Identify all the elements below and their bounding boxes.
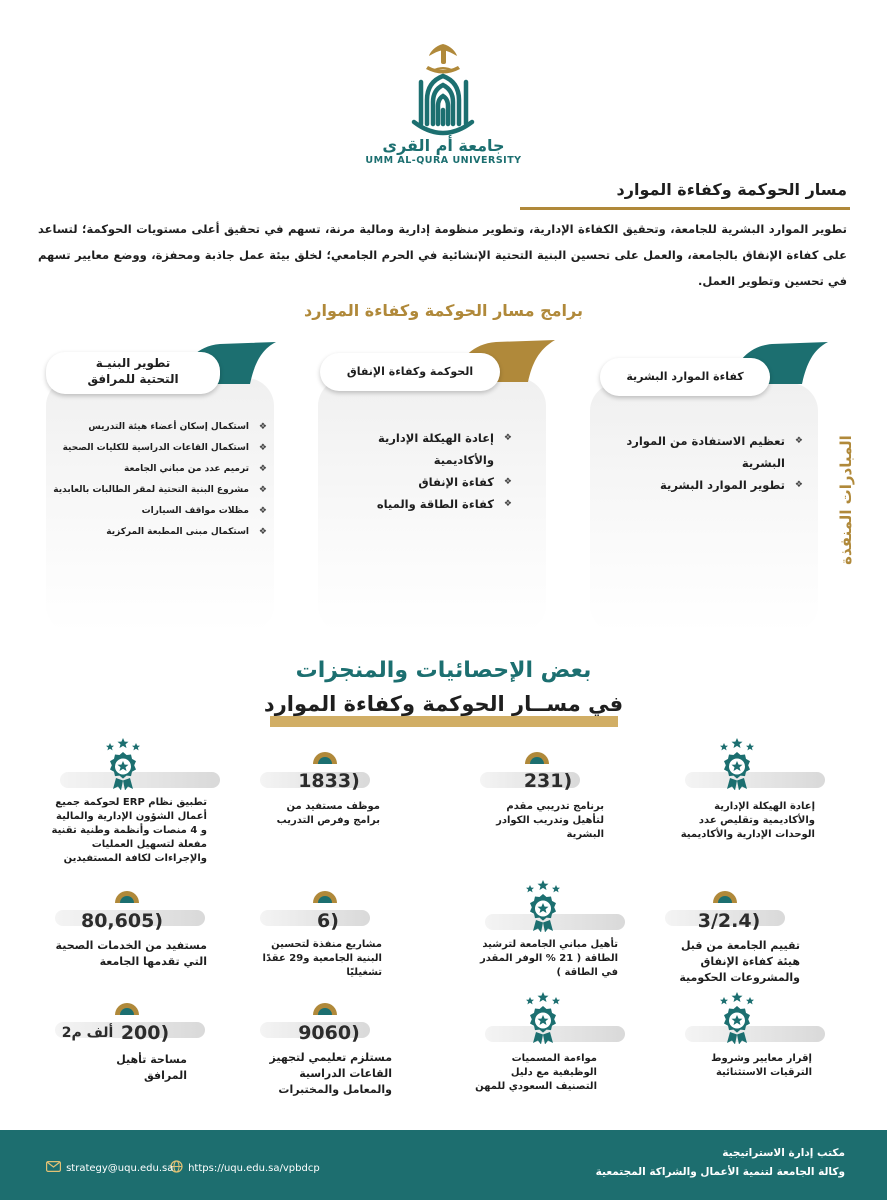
footer-website-link[interactable] — [170, 1156, 320, 1175]
bullet-icon: ❖ — [258, 527, 267, 537]
program-title-hr: كفاءة الموارد البشرية — [626, 370, 744, 383]
pin-icon — [522, 744, 552, 764]
list-item: ❖ كفاءة الطاقة والمياه — [352, 493, 512, 515]
stat-number: (6 — [317, 910, 339, 932]
stats-subheading: في مســار الحوكمة وكفاءة الموارد — [263, 692, 624, 716]
program-list-infrastructure — [47, 417, 267, 543]
stat-energy-efficiency — [470, 880, 670, 1000]
stat-desc: مستلزم تعليمي لتجهيز القاعات الدراسية والمعامل والمختبرات — [269, 1051, 392, 1096]
bullet-icon: ❖ — [258, 506, 267, 516]
stat-job-titles — [470, 992, 670, 1112]
stat-desc: إعادة الهيكلة الإدارية والأكاديمية وتقليص عدد الوحدات الإدارية والأكاديمية — [680, 801, 815, 840]
stat-number: (200 — [120, 1022, 170, 1044]
stat-restructuring — [670, 738, 870, 858]
program-list-hr — [625, 430, 803, 496]
bullet-icon: ❖ — [258, 422, 267, 432]
bullet-icon: ❖ — [258, 485, 267, 495]
stat-facilities-area — [40, 992, 240, 1112]
bullet-icon: ❖ — [503, 499, 512, 509]
list-item: ❖ ترميم عدد من مباني الجامعة — [47, 459, 267, 480]
stat-desc: تقييم الجامعة من قبل هيئة كفاءة الإنفاق والمشروعات الحكومية — [679, 939, 800, 984]
stat-erp — [40, 738, 240, 864]
program-title-pill-hr — [600, 358, 770, 396]
list-item: ❖ تعظيم الاستفادة من الموارد البشرية — [625, 430, 803, 474]
website-url[interactable]: https://uqu.edu.sa/vpbdcp — [188, 1163, 320, 1174]
stat-desc: إقرار معايير وشروط الترقيات الاستثنائية — [711, 1053, 812, 1078]
section-title: مسار الحوكمة وكفاءة الموارد — [616, 180, 847, 199]
email-address[interactable]: strategy@uqu.edu.sa — [66, 1163, 174, 1174]
initiatives-side-label — [832, 425, 860, 575]
footer-agency-name: وكالة الجامعة لتنمية الأعمال والشراكة المجتمعية — [595, 1166, 845, 1178]
program-title-infrastructure-line1: تطوير البنيـة — [95, 356, 171, 370]
footer-email-link[interactable] — [46, 1156, 173, 1175]
stat-educational-supplies — [240, 992, 440, 1112]
medal-icon — [98, 738, 148, 790]
program-list-governance — [352, 427, 512, 515]
initiatives-side-label-text: المبادرات المنفذة — [837, 435, 855, 565]
bullet-icon: ❖ — [794, 480, 803, 490]
stat-promotion-criteria — [670, 992, 870, 1112]
list-item: ❖ كفاءة الإنفاق — [352, 471, 512, 493]
list-item: ❖ استكمال إسكان أعضاء هيئة التدريس — [47, 417, 267, 438]
stats-heading: بعض الإحصائيات والمنجزات — [295, 658, 592, 683]
pin-icon — [310, 995, 340, 1015]
stat-health-beneficiaries — [40, 880, 240, 1000]
program-title-governance: الحوكمة وكفاءة الإنفاق — [346, 365, 474, 378]
stat-number: (231 — [523, 770, 573, 792]
programs-title: برامج مسار الحوكمة وكفاءة الموارد — [304, 301, 583, 320]
logo-arabic-name: جامعة أم القرى — [382, 136, 505, 155]
stat-desc: تأهيل مباني الجامعة لترشيد الطاقة ( 21 % الوفر المقدر في الطاقة ) — [479, 939, 618, 978]
list-item: ❖ إعادة الهيكلة الإدارية والأكاديمية — [352, 427, 512, 471]
stat-desc: برنامج تدريبي مقدم لتأهيل وتدريب الكوادر البشرية — [496, 801, 604, 840]
bullet-icon: ❖ — [258, 443, 267, 453]
pin-icon — [710, 883, 740, 903]
stat-number: (3/2.4 — [697, 910, 761, 932]
footer-office-name: مكتب إدارة الاستراتيجية — [722, 1147, 845, 1159]
section-intro: تطوير الموارد البشرية للجامعة، وتحقيق الكفاءة الإدارية، وتطوير منظومة إدارية ومالية مرنة، تسهم في تحقيق أعلى مستويات الحوكمة؛ لتساعد على كفاءة الإنفاق بالجامعة، والعمل على تحسين البنية التحتية الإنشائية في الحرم الجامعي؛ لخلق بيئة عمل جاذبة ومحفزة، ووضع معايير تسهم في تحسين وتطوير العمل. — [38, 222, 847, 288]
pin-icon — [112, 995, 142, 1015]
stat-spending-rating — [655, 880, 855, 1000]
stat-unit: ألف م2 — [61, 1025, 114, 1041]
stats-heading-highlight — [270, 716, 618, 727]
stat-desc: موظف مستفيد من برامج وفرص التدريب — [276, 801, 380, 826]
stat-desc: مساحة تأهيل المرافق — [116, 1053, 187, 1082]
program-title-infrastructure-line2: التحتية للمرافق — [87, 372, 179, 386]
medal-icon — [518, 992, 568, 1044]
stat-desc: تطبيق نظام ERP لحوكمة جميع أعمال الشؤون الإدارية والمالية و 4 منصات وأنظمة وطنية تقنية مفعلة لتسهيل العمليات والإجراءات لكافة المستفيدين — [51, 797, 207, 864]
program-card-hr — [590, 383, 818, 633]
program-title-pill-infrastructure — [46, 352, 220, 394]
stat-trained-employees — [240, 738, 440, 858]
pin-icon — [112, 883, 142, 903]
pin-icon — [310, 883, 340, 903]
stat-number: (1833 — [298, 770, 360, 792]
program-title-pill-governance — [320, 353, 500, 391]
stat-desc: مشاريع منفذة لتحسين البنية الجامعية و29 عقدًا تشغيليًا — [262, 939, 382, 978]
bullet-icon: ❖ — [503, 477, 512, 487]
section-title-underline — [520, 207, 850, 210]
pin-icon — [310, 744, 340, 764]
list-item: ❖ مظلات مواقف السيارات — [47, 501, 267, 522]
bullet-icon: ❖ — [503, 433, 512, 443]
stat-desc: مستفيد من الخدمات الصحية التي تقدمها الجامعة — [55, 939, 207, 968]
medal-icon — [712, 992, 762, 1044]
bullet-icon: ❖ — [258, 464, 267, 474]
list-item: ❖ استكمال مبنى المطبعة المركزية — [47, 522, 267, 543]
stat-number: (80,605 — [80, 910, 163, 932]
logo-english-name: UMM AL-QURA UNIVERSITY — [365, 155, 522, 166]
list-item: ❖ تطوير الموارد البشرية — [625, 474, 803, 496]
list-item: ❖ مشروع البنية التحتية لمقر الطالبات بالعابدية — [47, 480, 267, 501]
stat-number: (9060 — [298, 1022, 360, 1044]
bullet-icon: ❖ — [794, 436, 803, 446]
stat-projects — [240, 880, 440, 1000]
medal-icon — [712, 738, 762, 790]
stat-desc: مواءمة المسميات الوظيفية مع دليل التصنيف السعودي للمهن — [475, 1053, 597, 1092]
mail-icon — [46, 1161, 61, 1172]
medal-icon — [518, 880, 568, 932]
list-item: ❖ استكمال القاعات الدراسية للكليات الصحية — [47, 438, 267, 459]
stat-training-programs — [470, 738, 670, 858]
